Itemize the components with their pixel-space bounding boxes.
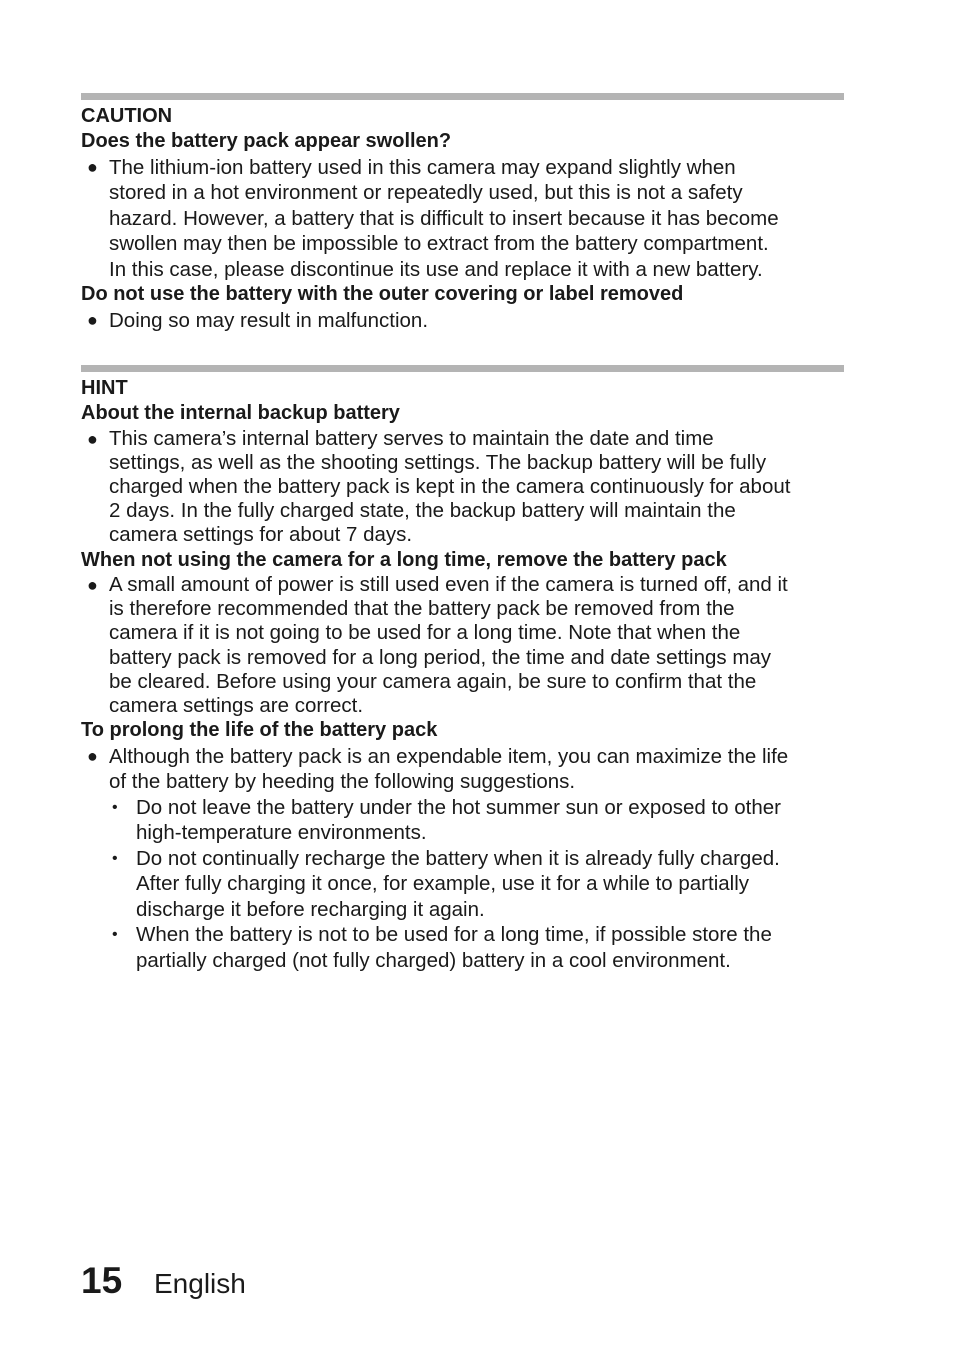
hint-label: HINT [81, 377, 128, 399]
section-heading-prolong-life: To prolong the life of the battery pack [81, 719, 438, 742]
page-number: 15 [81, 1260, 123, 1301]
list-item: ● A small amount of power is still used even if the camera is turned off, and it is therefore recommended that the battery pack be removed from the camera if it is not going to be used for a long time. Note that when the battery pack is removed for a long period, the time and date settings may be cleared. Before using your camera again, be sure to confirm that the camera settings are correct. [87, 573, 788, 718]
sub-list-item: • Do not continually recharge the battery when it is already fully charged. After fully charging it once, for example, use it for a while to partially discharge it before recharging it again. [112, 846, 780, 921]
list-item: ● This camera’s internal battery serves to maintain the date and time settings, as well as the shooting settings. The backup battery will be fully charged when the battery pack is kept in the camera continuously for about 2 days. In the fully charged state, the backup battery will maintain the camera settings for about 7 days. [87, 426, 791, 547]
language-label: English [154, 1268, 246, 1299]
bullet-icon: ● [87, 156, 98, 177]
list-item: ● The lithium-ion battery used in this camera may expand slightly when stored in a hot environment or repeatedly used, but this is not a safety hazard. However, a battery that is difficult to insert because it has become swollen may then be impossible to extract from the battery compartment. In this case, please discontinue its use and replace it with a new battery. [87, 155, 779, 281]
hint-block [81, 376, 851, 973]
caution-label: CAUTION [81, 105, 173, 127]
caution-rule [81, 93, 844, 100]
sub-list-item: • When the battery is not to be used for a long time, if possible store the partially charged (not fully charged) battery in a cool environment. [112, 923, 772, 972]
sub-list-item: • Do not leave the battery under the hot summer sun or exposed to other high-temperature environments. [112, 795, 781, 845]
caution-block [81, 104, 851, 333]
bullet-icon: ● [87, 309, 98, 330]
list-item: ● Although the battery pack is an expendable item, you can maximize the life of the battery by heeding the following suggestions. [87, 744, 789, 794]
section-heading-covering: Do not use the battery with the outer covering or label removed [81, 283, 684, 305]
bullet-icon: ● [87, 745, 98, 766]
section-heading-backup-battery: About the internal backup battery [81, 402, 400, 424]
sub-bullet-icon: • [112, 798, 118, 816]
bullet-icon: ● [87, 428, 98, 449]
bullet-icon: ● [87, 575, 98, 596]
section-heading-swollen: Does the battery pack appear swollen? [81, 130, 452, 152]
sub-bullet-icon: • [112, 926, 118, 944]
section-heading-remove-battery: When not using the camera for a long time, remove the battery pack [81, 548, 727, 571]
hint-rule [81, 365, 844, 372]
sub-bullet-icon: • [112, 849, 118, 867]
list-item: ● Doing so may result in malfunction. [87, 308, 429, 332]
